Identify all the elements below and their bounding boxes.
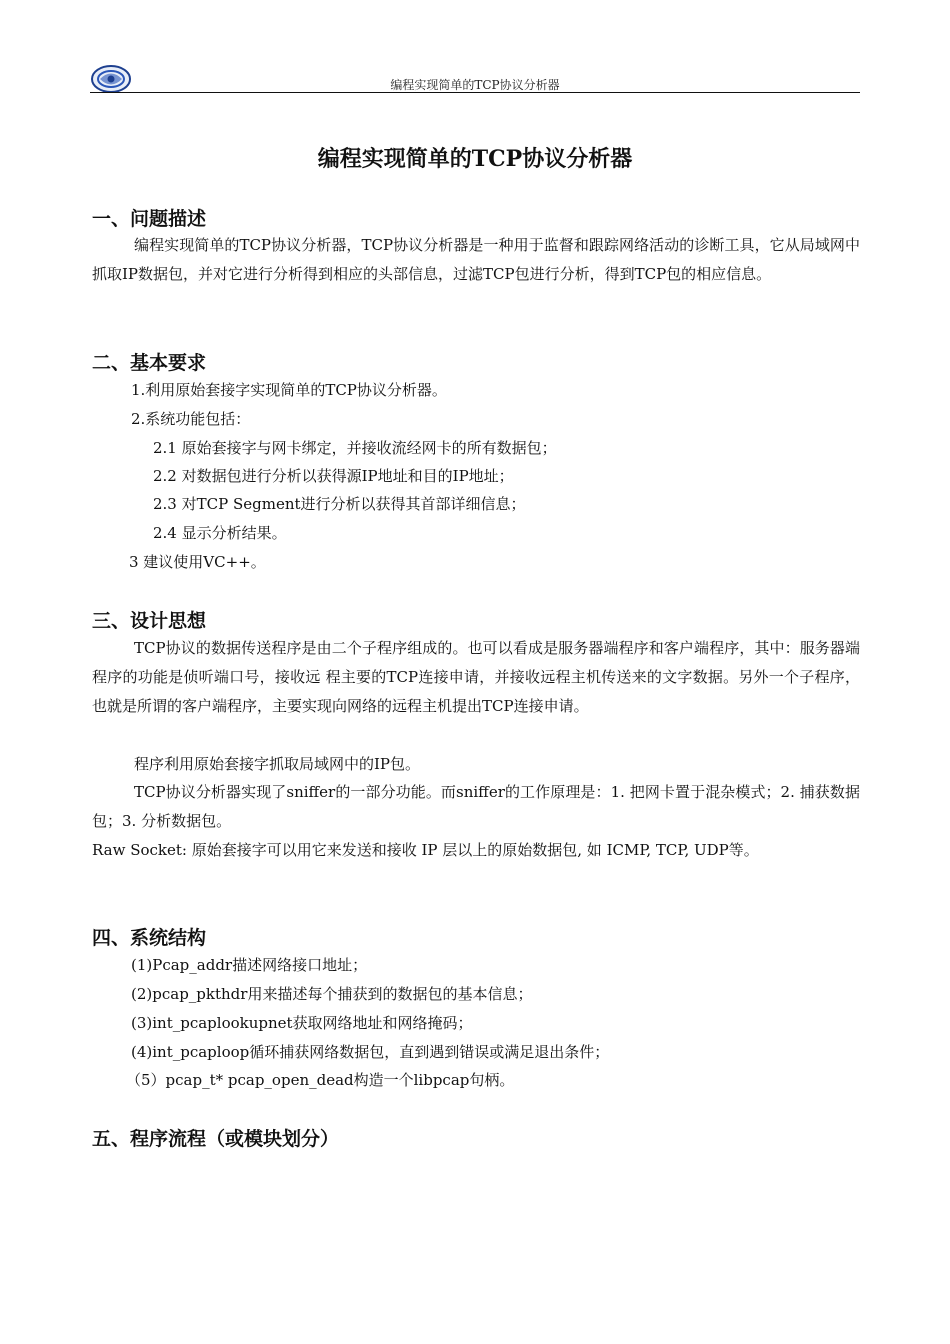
design-paragraph: TCP协议的数据传送程序是由二个子程序组成的。也可以看成是服务器端程序和客户端程序，其中：服务器端程序的功能是侦听端口号，接收远 程主要的TCP连接申请，并接收远程主机传送来的文字数据。另外一个子程序，也就是所谓的客户端程序，主要实现向网络的远程主机提出TCP连接申请。 [92, 639, 860, 715]
requirement-subitem: 2.4 显示分析结果。 [153, 524, 287, 542]
section-heading-structure: 四、系统结构 [92, 927, 207, 949]
section-heading-design: 三、设计思想 [92, 610, 207, 632]
requirement-subitem: 2.1 原始套接字与网卡绑定，并接收流经网卡的所有数据包； [153, 439, 557, 457]
structure-item: (1)Pcap_addr描述网络接口地址； [131, 956, 368, 974]
structure-item: (3)int_pcaplookupnet获取网络地址和网络掩码； [131, 1014, 473, 1032]
page-header [90, 64, 860, 94]
section-heading-problem: 一、问题描述 [92, 208, 207, 230]
document-title: 编程实现简单的TCP协议分析器 [317, 146, 633, 172]
section-heading-requirements: 二、基本要求 [92, 352, 207, 374]
requirement-item: 3 建议使用VC++。 [129, 553, 266, 571]
structure-item: (4)int_pcaploop循环捕获网络数据包，直到遇到错误或满足退出条件； [131, 1043, 610, 1061]
design-paragraph: Raw Socket: 原始套接字可以用它来发送和接收 IP 层以上的原始数据包, 如 ICMP, TCP, UDP等。 [92, 841, 759, 859]
header-rule [90, 92, 860, 93]
section-heading-flow: 五、程序流程（或模块划分） [92, 1128, 340, 1150]
problem-paragraph: 编程实现简单的TCP协议分析器，TCP协议分析器是一种用于监督和跟踪网络活动的诊断工具，它从局域网中抓取IP数据包，并对它进行分析得到相应的头部信息，过滤TCP包进行分析，得到TCP包的相应信息。 [92, 236, 860, 283]
structure-item: (2)pcap_pkthdr用来描述每个捕获到的数据包的基本信息； [131, 985, 533, 1003]
header-title: 编程实现简单的TCP协议分析器 [390, 78, 560, 92]
requirement-subitem: 2.2 对数据包进行分析以获得源IP地址和目的IP地址； [153, 467, 514, 485]
requirement-item: 2.系统功能包括： [131, 410, 251, 428]
requirement-subitem: 2.3 对TCP Segment进行分析以获得其首部详细信息； [153, 495, 526, 513]
structure-item: （5）pcap_t* pcap_open_dead构造一个libpcap句柄。 [126, 1071, 515, 1089]
requirement-item: 1.利用原始套接字实现简单的TCP协议分析器。 [131, 381, 447, 399]
design-paragraph: TCP协议分析器实现了sniffer的一部分功能。而sniffer的工作原理是：1. 把网卡置于混杂模式；2. 捕获数据包；3. 分析数据包。 [92, 783, 860, 830]
design-paragraph: 程序利用原始套接字抓取局域网中的IP包。 [134, 755, 421, 773]
